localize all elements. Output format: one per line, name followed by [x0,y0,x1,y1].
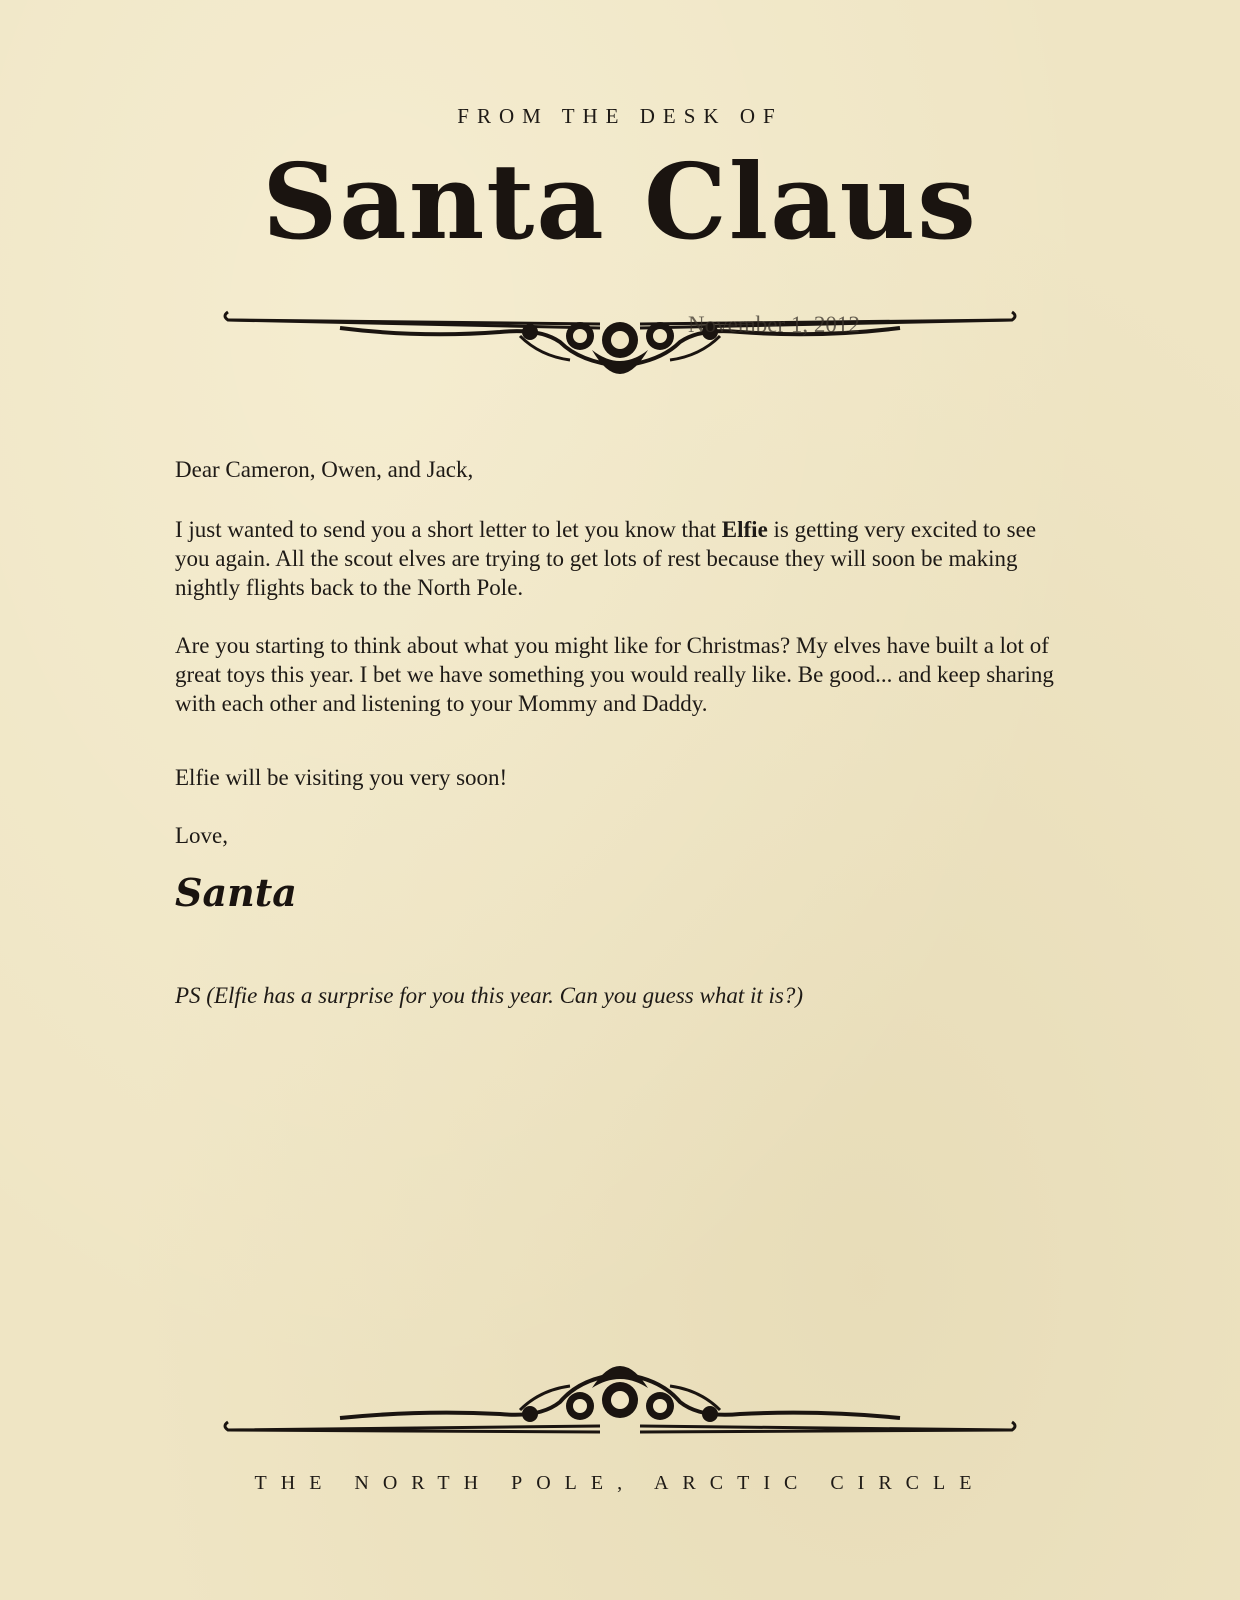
paragraph-1-text-start: I just wanted to send you a short letter to let you know that [175,517,722,542]
from-the-desk-of-label: FROM THE DESK OF [457,104,783,128]
paragraph-1-text-end: is getting very excited to see you again. All the scout elves are trying to get lots of rest because they will soon be making nightly flights back to the North Pole. [175,517,1037,600]
santa-claus-masthead: Santa Claus [262,140,978,263]
santa-signature: Santa [175,870,297,915]
closing: Love, [175,823,229,848]
bottom-flourish-ornament [220,1348,1020,1438]
paragraph-2: Are you starting to think about what you might like for Christmas? My elves have built a lot of great toys this year. I bet we have something you would really like. Be good... and keep sharing with each other and listening to your Mommy and Daddy. [175,633,1054,716]
top-flourish-ornament [220,302,1020,400]
north-pole-address: THE NORTH POLE, ARCTIC CIRCLE [254,1472,986,1494]
elfie-bold-name: Elfie [721,517,768,542]
paragraph-3: Elfie will be visiting you very soon! [175,765,508,790]
letter-date: November 1, 2012 [688,312,860,337]
paragraph-1 [175,515,1075,602]
salutation: Dear Cameron, Owen, and Jack, [175,457,474,482]
postscript: PS (Elfie has a surprise for you this year. Can you guess what it is?) [175,983,804,1008]
